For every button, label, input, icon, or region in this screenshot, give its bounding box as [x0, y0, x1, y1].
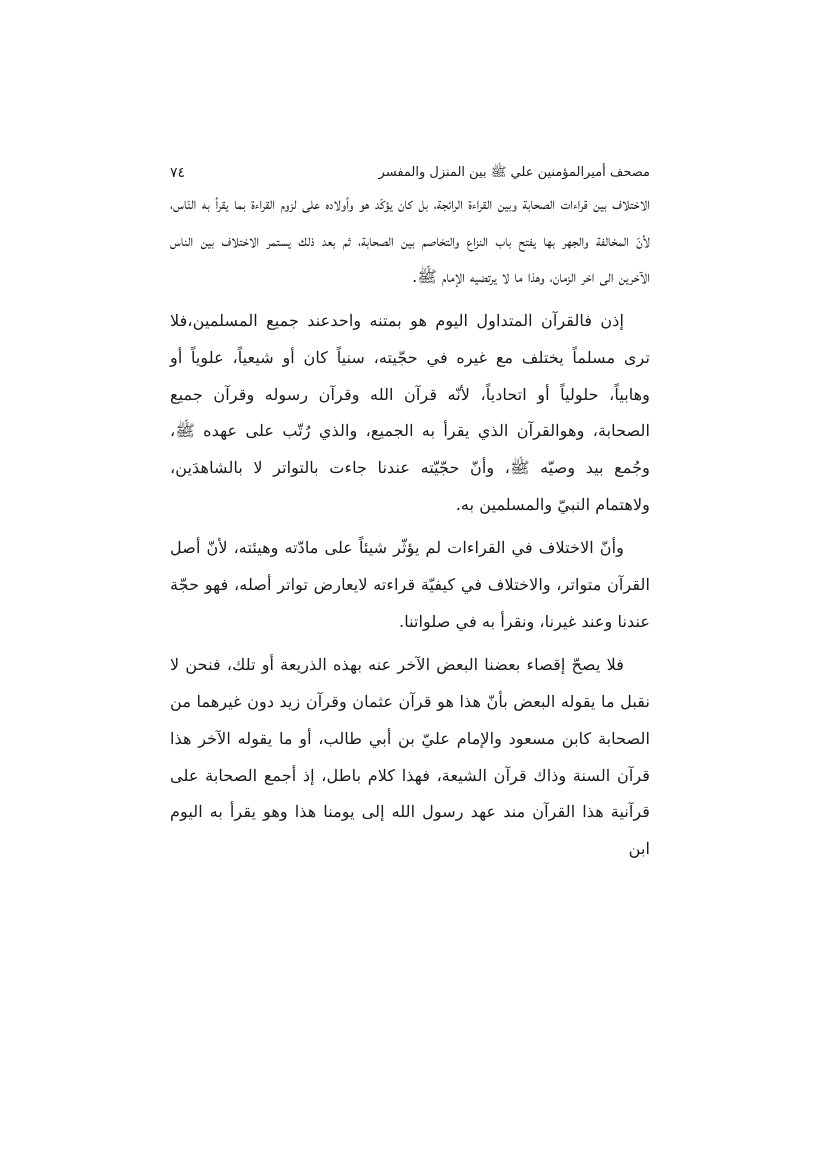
text-line: القرآن متواتر، والاختلاف في كيفيّة قراءته لايعارض تواتر أصله، فهو: [204, 575, 650, 595]
text-line: إذن فالقرآن المتداول اليوم هو بمتنه واحدعند جميع المسلمين،فلا ترى: [170, 311, 650, 367]
book-page: [170, 158, 650, 948]
paragraph-4: [170, 647, 650, 867]
body-text: [170, 186, 650, 868]
text-line: الاختلاف بين قراءات الصحابة وبين القراءة الرائجة، بل كان يؤكّد هو: [359, 194, 650, 213]
text-line: الصحابة كابن مسعود والإمام عليّ بن أبي طالب، أو ما يقوله الآخر هذا: [170, 728, 650, 748]
text-line: فلا يصحّ إقصاء بعضنا البعض الآخر عنه بهذه الذريعة أو تلك، فنحن: [185, 655, 624, 675]
text-line: وأنّ الاختلاف في القراءات لم يؤثّر شيئاً على مادّته وهيئته، لأنّ أصل: [170, 538, 624, 558]
page-header: [170, 158, 650, 188]
text-line: قرآنية هذا القرآن مند عهد رسول الله إلى يومنا هذا وهو يقرأ به اليوم ابن: [170, 802, 650, 858]
text-line: وصيّه ﷺ، وأنّ حجّيّته عندنا جاءت بالتواتر لا بالشاهدَين، ولاهتمام النبيّ: [170, 457, 650, 514]
paragraph-2: [170, 303, 650, 523]
paragraph-3: [170, 530, 650, 640]
text-line: لا نقبل ما يقوله البعض بأنّ هذا هو قرآن عثمان وقرآن زيد دون غيرهما من: [170, 655, 650, 712]
text-line: وأولاده على لزوم القراءة بما يقرأ به النّاس، لأنّ المخالفة والجهر بها يفتح: [170, 194, 650, 250]
running-title: مصحف أميرالمؤمنين علي ﷺ بين المنزل والمفسر: [378, 165, 650, 180]
text-line: باب النزاع والتخاصم بين الصحابة، ثم بعد ذلك يستمر الاختلاف بين: [200, 230, 512, 250]
text-line: وهوالقرآن الذي يقرأ به الجميع، والذي رُتّب على عهده ﷺ، وجُمع بيد: [170, 421, 650, 477]
text-line: حلولياً أو اتحادياً، لأنّه قرآن الله وقرآن رسوله وقرآن جميع الصحابة،: [170, 384, 650, 441]
text-line: مسلماً يختلف مع غيره في حجّيته، سنياً كان أو شيعياً، علوياً أو وهابياً،: [170, 347, 650, 404]
page-number: ٧٤: [170, 165, 186, 181]
paragraph-1: [170, 186, 650, 296]
text-line: الناس الآخرين الى اخر الزمان، وهذا ما لا يرتضيه الإمام ﷺ.: [170, 230, 650, 287]
text-line: حجّة عندنا وعند غيرنا، ونقرأ به في صلواتنا.: [170, 575, 650, 631]
text-line: قرآن السنة وذاك قرآن الشيعة، فهذا كلام باطل، إذ أجمع الصحابة على: [170, 765, 650, 785]
text-line: والمسلمين به.: [455, 494, 553, 514]
